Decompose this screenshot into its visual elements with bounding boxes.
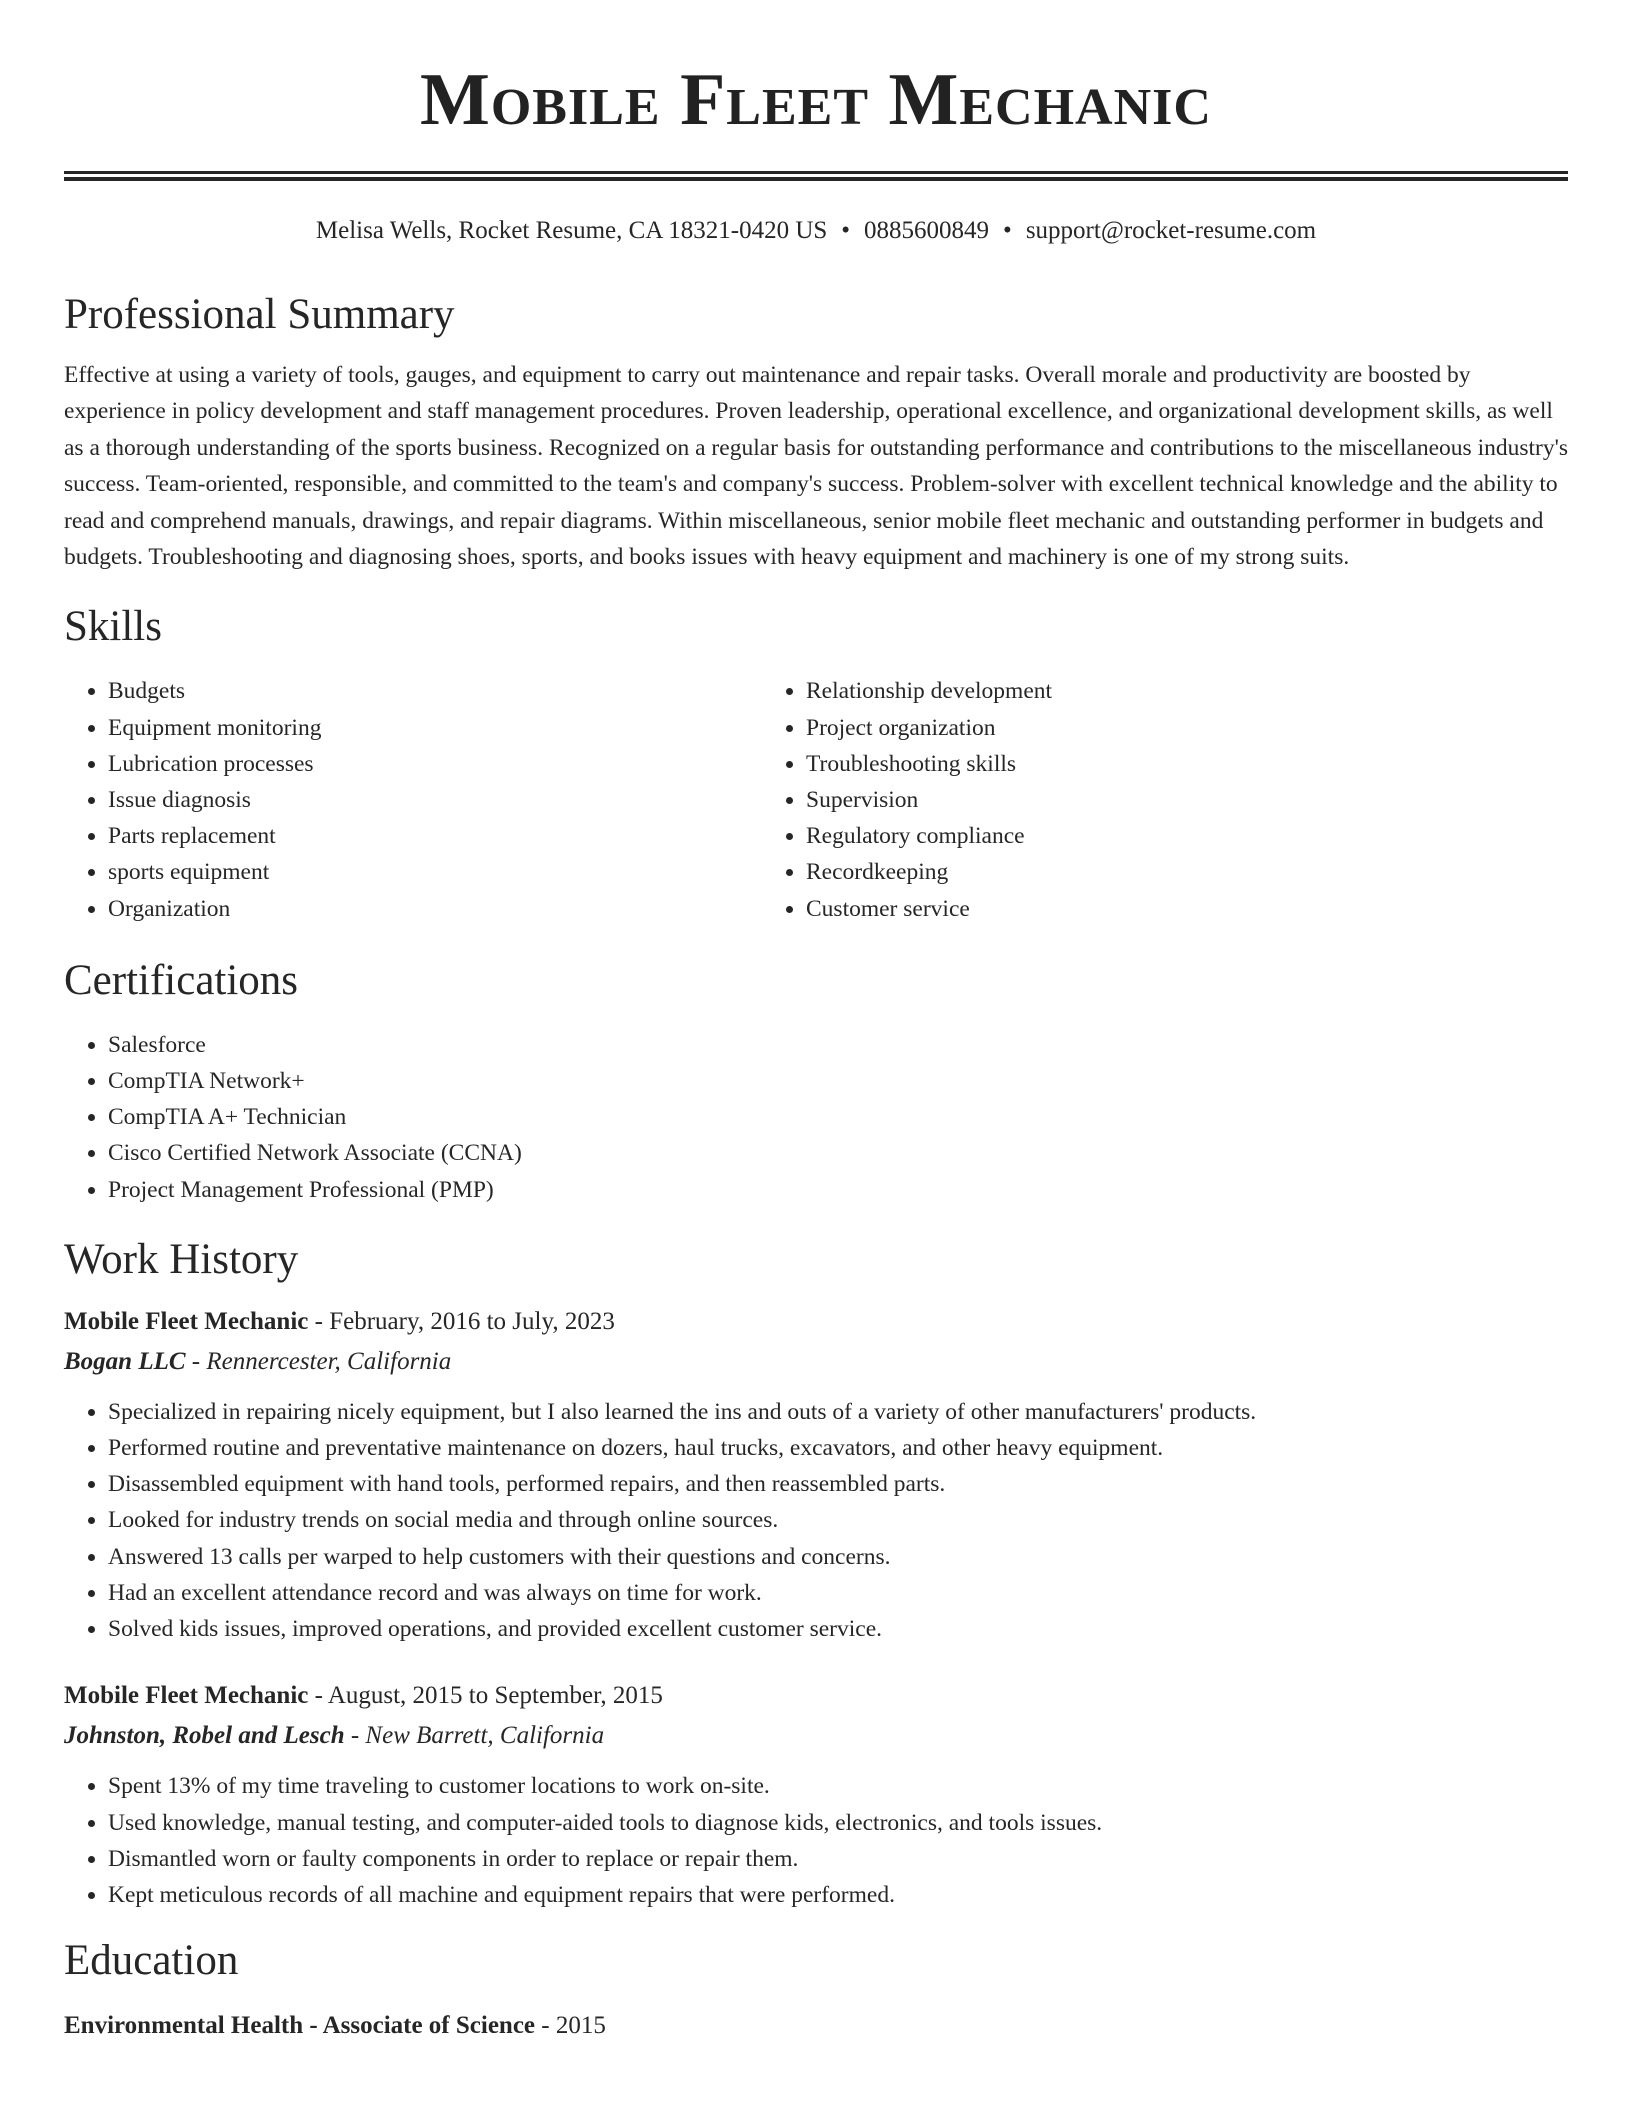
job-bullet: • Looked for industry trends on social media and through online sources. xyxy=(108,1502,1568,1538)
certification-item: • Salesforce xyxy=(108,1027,1568,1063)
job-dates: - August, 2015 to September, 2015 xyxy=(308,1682,663,1710)
job-bullet: • Had an excellent attendance record and was always on time for work. xyxy=(108,1575,1568,1611)
certifications-list xyxy=(64,1027,1568,1208)
skill-item: • Regulatory compliance xyxy=(806,818,1568,854)
job-bullet: • Answered 13 calls per warped to help customers with their questions and concerns. xyxy=(108,1539,1568,1575)
job-bullet: • Dismantled worn or faulty components in order to replace or repair them. xyxy=(108,1841,1568,1877)
skill-item: • sports equipment xyxy=(108,854,762,890)
skill-item: • Issue diagnosis xyxy=(108,782,762,818)
summary-text: Effective at using a variety of tools, gauges, and equipment to carry out maintenance and repair tasks. Overall morale and productivity are boosted by experience in policy development and staff management procedures. Proven leadership, operational excellence, and organizational development skills, as well as a thorough understanding of the sports business. Recognized on a regular basis for outstanding performance and contributions to the miscellaneous industry's success. Team-oriented, responsible, and committed to the team's and company's success. Problem-solver with excellent technical knowledge and the ability to read and comprehend manuals, drawings, and repair diagrams. Within miscellaneous, senior mobile fleet mechanic and outstanding performer in budgets and budgets. Troubleshooting and diagnosing shoes, sports, and books issues with heavy equipment and machinery is one of my strong suits. xyxy=(64,362,1568,571)
contact-email: support@rocket-resume.com xyxy=(1025,217,1317,244)
skill-item: • Customer service xyxy=(806,891,1568,927)
job-header xyxy=(64,1302,1568,1342)
job-dates: - February, 2016 to July, 2023 xyxy=(308,1307,615,1335)
title-double-rule xyxy=(64,171,1568,181)
skill-item: • Relationship development xyxy=(806,673,1568,709)
job-location: - New Barrett, California xyxy=(344,1722,605,1750)
skill-item: • Organization xyxy=(108,891,762,927)
education-year: - 2015 xyxy=(535,2012,606,2040)
skills-right-list xyxy=(762,673,1568,926)
job-header xyxy=(64,1676,1568,1716)
job-location: - Rennercester, California xyxy=(185,1347,452,1375)
skill-item: • Troubleshooting skills xyxy=(806,746,1568,782)
job-company: Johnston, Robel and Lesch xyxy=(64,1722,345,1750)
education-entry xyxy=(64,2009,1568,2043)
contact-line xyxy=(64,215,1568,247)
contact-address: Melisa Wells, Rocket Resume, CA 18321-0420 US xyxy=(315,217,828,244)
certification-item: • Cisco Certified Network Associate (CCNA) xyxy=(108,1135,1568,1171)
education-heading: Education xyxy=(64,1937,239,1985)
skill-item: • Budgets xyxy=(108,673,762,709)
skill-item: • Project organization xyxy=(806,710,1568,746)
job-bullet: • Kept meticulous records of all machine and equipment repairs that were performed. xyxy=(108,1877,1568,1913)
job-company: Bogan LLC xyxy=(64,1347,186,1375)
job-title: Mobile Fleet Mechanic xyxy=(64,1307,309,1335)
resume-title: Mobile Fleet Mechanic xyxy=(420,59,1212,141)
certification-item: • Project Management Professional (PMP) xyxy=(108,1172,1568,1208)
job-bullet: • Specialized in repairing nicely equipment, but I also learned the ins and outs of a variety of other manufacturers' products. xyxy=(108,1394,1568,1430)
contact-separator: • xyxy=(841,217,851,244)
skill-item: • Equipment monitoring xyxy=(108,710,762,746)
job-bullet: • Used knowledge, manual testing, and computer-aided tools to diagnose kids, electronics, and tools issues. xyxy=(108,1805,1568,1841)
skills-columns xyxy=(64,673,1568,926)
job-employer xyxy=(64,1716,1568,1756)
certifications-heading: Certifications xyxy=(64,956,299,1004)
certification-item: • CompTIA Network+ xyxy=(108,1063,1568,1099)
job-bullet: • Performed routine and preventative maintenance on dozers, haul trucks, excavators, and other heavy equipment. xyxy=(108,1430,1568,1466)
skill-item: • Parts replacement xyxy=(108,818,762,854)
job-bullet: • Spent 13% of my time traveling to customer locations to work on-site. xyxy=(108,1768,1568,1804)
contact-separator: • xyxy=(1003,217,1012,244)
job-bullets xyxy=(64,1394,1568,1647)
skill-item: • Recordkeeping xyxy=(806,854,1568,890)
job-title: Mobile Fleet Mechanic xyxy=(64,1682,309,1710)
skill-item: • Supervision xyxy=(806,782,1568,818)
skills-left-list xyxy=(64,673,762,926)
job-bullet: • Solved kids issues, improved operations, and provided excellent customer service. xyxy=(108,1611,1568,1647)
job-employer xyxy=(64,1342,1568,1382)
summary-heading: Professional Summary xyxy=(64,291,455,338)
skill-item: • Lubrication processes xyxy=(108,746,762,782)
contact-phone: 0885600849 xyxy=(864,217,990,244)
education-degree: Environmental Health - Associate of Science xyxy=(64,2012,536,2040)
job-bullet: • Disassembled equipment with hand tools, performed repairs, and then reassembled parts. xyxy=(108,1466,1568,1502)
job-bullets xyxy=(64,1768,1568,1913)
work-history-heading: Work History xyxy=(64,1235,299,1283)
skills-heading: Skills xyxy=(64,603,162,651)
certification-item: • CompTIA A+ Technician xyxy=(108,1099,1568,1135)
resume-page xyxy=(64,0,1568,2043)
